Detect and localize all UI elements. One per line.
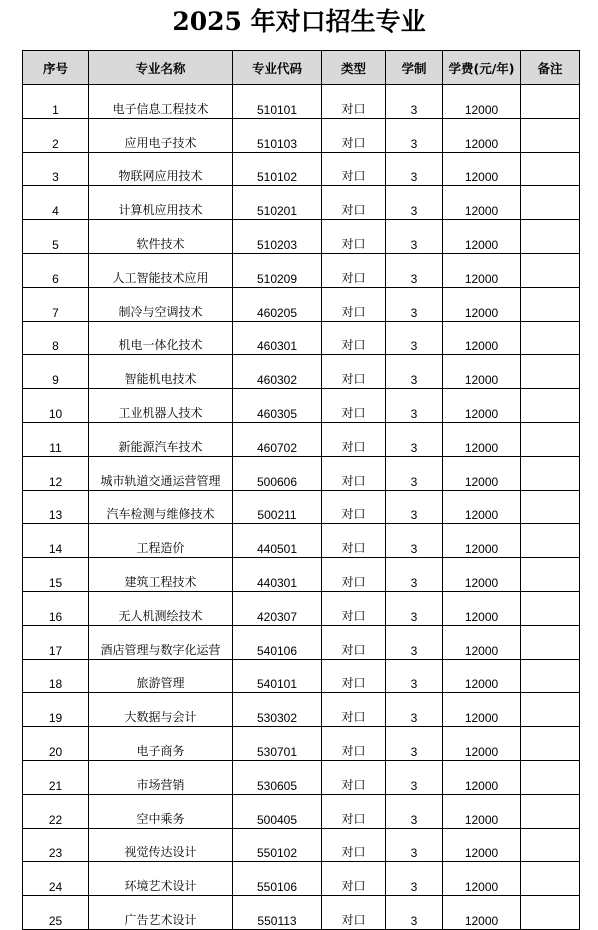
cell-major-name: 工程造价 <box>89 524 233 558</box>
table-row <box>23 760 580 794</box>
cell-remarks <box>521 118 580 152</box>
cell-duration: 3 <box>386 524 443 558</box>
cell-serial: 3 <box>23 152 89 186</box>
cell-major-code: 530302 <box>233 693 322 727</box>
cell-major-code: 440501 <box>233 524 322 558</box>
page-title: 2025 年对口招生专业 <box>172 7 426 36</box>
cell-type: 对口 <box>322 389 386 423</box>
cell-duration: 3 <box>386 896 443 930</box>
table-row <box>23 659 580 693</box>
cell-major-code: 510201 <box>233 186 322 220</box>
cell-duration: 3 <box>386 456 443 490</box>
table-row <box>23 220 580 254</box>
cell-major-code: 500211 <box>233 490 322 524</box>
table-row <box>23 389 580 423</box>
table-row <box>23 186 580 220</box>
cell-major-code: 510209 <box>233 253 322 287</box>
cell-major-code: 460302 <box>233 355 322 389</box>
cell-tuition: 12000 <box>443 422 521 456</box>
cell-remarks <box>521 490 580 524</box>
cell-major-name: 计算机应用技术 <box>89 186 233 220</box>
cell-duration: 3 <box>386 760 443 794</box>
table-row <box>23 253 580 287</box>
cell-serial: 14 <box>23 524 89 558</box>
cell-tuition: 12000 <box>443 896 521 930</box>
cell-type: 对口 <box>322 659 386 693</box>
cell-remarks <box>521 186 580 220</box>
cell-serial: 11 <box>23 422 89 456</box>
cell-major-code: 510102 <box>233 152 322 186</box>
cell-remarks <box>521 422 580 456</box>
cell-serial: 6 <box>23 253 89 287</box>
cell-major-name: 旅游管理 <box>89 659 233 693</box>
cell-remarks <box>521 253 580 287</box>
cell-duration: 3 <box>386 422 443 456</box>
cell-type: 对口 <box>322 287 386 321</box>
cell-tuition: 12000 <box>443 85 521 119</box>
cell-type: 对口 <box>322 253 386 287</box>
header-major-code: 专业代码 <box>233 51 322 85</box>
cell-major-name: 城市轨道交通运营管理 <box>89 456 233 490</box>
cell-tuition: 12000 <box>443 760 521 794</box>
cell-remarks <box>521 389 580 423</box>
cell-serial: 1 <box>23 85 89 119</box>
cell-major-name: 人工智能技术应用 <box>89 253 233 287</box>
cell-major-name: 应用电子技术 <box>89 118 233 152</box>
cell-tuition: 12000 <box>443 727 521 761</box>
cell-tuition: 12000 <box>443 558 521 592</box>
cell-tuition: 12000 <box>443 456 521 490</box>
cell-serial: 18 <box>23 659 89 693</box>
cell-duration: 3 <box>386 558 443 592</box>
cell-type: 对口 <box>322 693 386 727</box>
cell-major-name: 视觉传达设计 <box>89 828 233 862</box>
cell-type: 对口 <box>322 118 386 152</box>
cell-tuition: 12000 <box>443 524 521 558</box>
cell-major-code: 550106 <box>233 862 322 896</box>
cell-tuition: 12000 <box>443 220 521 254</box>
cell-remarks <box>521 591 580 625</box>
cell-remarks <box>521 220 580 254</box>
cell-remarks <box>521 727 580 761</box>
cell-major-name: 无人机测绘技术 <box>89 591 233 625</box>
cell-remarks <box>521 321 580 355</box>
cell-duration: 3 <box>386 118 443 152</box>
table-row <box>23 355 580 389</box>
cell-duration: 3 <box>386 321 443 355</box>
cell-remarks <box>521 794 580 828</box>
cell-remarks <box>521 524 580 558</box>
cell-remarks <box>521 625 580 659</box>
header-duration: 学制 <box>386 51 443 85</box>
cell-duration: 3 <box>386 355 443 389</box>
cell-major-name: 机电一体化技术 <box>89 321 233 355</box>
cell-duration: 3 <box>386 625 443 659</box>
cell-major-code: 550102 <box>233 828 322 862</box>
cell-duration: 3 <box>386 389 443 423</box>
cell-major-name: 环境艺术设计 <box>89 862 233 896</box>
cell-type: 对口 <box>322 727 386 761</box>
cell-serial: 20 <box>23 727 89 761</box>
header-remarks: 备注 <box>521 51 580 85</box>
cell-tuition: 12000 <box>443 659 521 693</box>
cell-type: 对口 <box>322 524 386 558</box>
table-row <box>23 287 580 321</box>
cell-type: 对口 <box>322 456 386 490</box>
cell-type: 对口 <box>322 794 386 828</box>
cell-type: 对口 <box>322 862 386 896</box>
cell-remarks <box>521 456 580 490</box>
cell-major-name: 大数据与会计 <box>89 693 233 727</box>
cell-remarks <box>521 152 580 186</box>
table-row <box>23 862 580 896</box>
cell-major-code: 540106 <box>233 625 322 659</box>
cell-remarks <box>521 558 580 592</box>
cell-tuition: 12000 <box>443 389 521 423</box>
cell-type: 对口 <box>322 896 386 930</box>
cell-serial: 23 <box>23 828 89 862</box>
cell-type: 对口 <box>322 220 386 254</box>
cell-tuition: 12000 <box>443 794 521 828</box>
cell-tuition: 12000 <box>443 591 521 625</box>
cell-major-code: 440301 <box>233 558 322 592</box>
cell-remarks <box>521 85 580 119</box>
header-major-name: 专业名称 <box>89 51 233 85</box>
cell-serial: 2 <box>23 118 89 152</box>
cell-major-name: 建筑工程技术 <box>89 558 233 592</box>
cell-serial: 22 <box>23 794 89 828</box>
cell-type: 对口 <box>322 355 386 389</box>
table-row <box>23 591 580 625</box>
cell-type: 对口 <box>322 625 386 659</box>
cell-tuition: 12000 <box>443 828 521 862</box>
cell-duration: 3 <box>386 152 443 186</box>
cell-type: 对口 <box>322 422 386 456</box>
table-row <box>23 118 580 152</box>
table-row <box>23 896 580 930</box>
cell-type: 对口 <box>322 152 386 186</box>
cell-duration: 3 <box>386 287 443 321</box>
cell-remarks <box>521 896 580 930</box>
cell-duration: 3 <box>386 659 443 693</box>
table-row <box>23 524 580 558</box>
cell-serial: 25 <box>23 896 89 930</box>
cell-major-name: 智能机电技术 <box>89 355 233 389</box>
cell-serial: 13 <box>23 490 89 524</box>
cell-type: 对口 <box>322 85 386 119</box>
table-row <box>23 422 580 456</box>
table-row <box>23 828 580 862</box>
cell-major-name: 汽车检测与维修技术 <box>89 490 233 524</box>
header-tuition: 学费(元/年) <box>443 51 521 85</box>
cell-tuition: 12000 <box>443 287 521 321</box>
cell-remarks <box>521 287 580 321</box>
cell-remarks <box>521 355 580 389</box>
cell-tuition: 12000 <box>443 253 521 287</box>
cell-type: 对口 <box>322 558 386 592</box>
cell-tuition: 12000 <box>443 490 521 524</box>
cell-duration: 3 <box>386 862 443 896</box>
cell-major-code: 540101 <box>233 659 322 693</box>
cell-serial: 24 <box>23 862 89 896</box>
cell-tuition: 12000 <box>443 862 521 896</box>
cell-duration: 3 <box>386 727 443 761</box>
cell-tuition: 12000 <box>443 118 521 152</box>
cell-major-name: 工业机器人技术 <box>89 389 233 423</box>
cell-remarks <box>521 828 580 862</box>
cell-duration: 3 <box>386 220 443 254</box>
cell-major-name: 物联网应用技术 <box>89 152 233 186</box>
enrollment-table <box>22 50 580 930</box>
table-row <box>23 152 580 186</box>
cell-major-name: 广告艺术设计 <box>89 896 233 930</box>
cell-type: 对口 <box>322 321 386 355</box>
cell-major-code: 530605 <box>233 760 322 794</box>
cell-serial: 16 <box>23 591 89 625</box>
cell-type: 对口 <box>322 591 386 625</box>
cell-type: 对口 <box>322 186 386 220</box>
cell-remarks <box>521 862 580 896</box>
cell-tuition: 12000 <box>443 186 521 220</box>
cell-major-name: 市场营销 <box>89 760 233 794</box>
cell-tuition: 12000 <box>443 355 521 389</box>
cell-major-name: 电子商务 <box>89 727 233 761</box>
cell-tuition: 12000 <box>443 321 521 355</box>
table-header-row <box>23 51 580 85</box>
header-type: 类型 <box>322 51 386 85</box>
cell-tuition: 12000 <box>443 625 521 659</box>
table-row <box>23 693 580 727</box>
table-row <box>23 727 580 761</box>
cell-major-code: 460301 <box>233 321 322 355</box>
cell-serial: 4 <box>23 186 89 220</box>
cell-tuition: 12000 <box>443 693 521 727</box>
cell-major-code: 530701 <box>233 727 322 761</box>
cell-duration: 3 <box>386 794 443 828</box>
table-row <box>23 85 580 119</box>
cell-major-code: 460702 <box>233 422 322 456</box>
cell-major-code: 510203 <box>233 220 322 254</box>
cell-major-code: 550113 <box>233 896 322 930</box>
table-row <box>23 456 580 490</box>
cell-serial: 8 <box>23 321 89 355</box>
cell-remarks <box>521 659 580 693</box>
cell-duration: 3 <box>386 85 443 119</box>
table-row <box>23 794 580 828</box>
cell-duration: 3 <box>386 186 443 220</box>
header-serial: 序号 <box>23 51 89 85</box>
cell-serial: 9 <box>23 355 89 389</box>
cell-major-name: 软件技术 <box>89 220 233 254</box>
table-row <box>23 321 580 355</box>
cell-duration: 3 <box>386 490 443 524</box>
cell-serial: 5 <box>23 220 89 254</box>
cell-major-name: 酒店管理与数字化运营 <box>89 625 233 659</box>
cell-major-code: 510103 <box>233 118 322 152</box>
cell-type: 对口 <box>322 828 386 862</box>
table-row <box>23 558 580 592</box>
cell-major-name: 制冷与空调技术 <box>89 287 233 321</box>
cell-type: 对口 <box>322 760 386 794</box>
cell-duration: 3 <box>386 828 443 862</box>
cell-major-code: 500405 <box>233 794 322 828</box>
cell-remarks <box>521 693 580 727</box>
table-row <box>23 490 580 524</box>
cell-major-code: 460305 <box>233 389 322 423</box>
cell-serial: 7 <box>23 287 89 321</box>
cell-serial: 15 <box>23 558 89 592</box>
cell-serial: 17 <box>23 625 89 659</box>
cell-major-code: 460205 <box>233 287 322 321</box>
cell-serial: 10 <box>23 389 89 423</box>
table-body <box>23 85 580 930</box>
cell-duration: 3 <box>386 693 443 727</box>
cell-tuition: 12000 <box>443 152 521 186</box>
cell-duration: 3 <box>386 253 443 287</box>
cell-major-name: 空中乘务 <box>89 794 233 828</box>
cell-type: 对口 <box>322 490 386 524</box>
cell-remarks <box>521 760 580 794</box>
cell-major-name: 电子信息工程技术 <box>89 85 233 119</box>
cell-major-code: 420307 <box>233 591 322 625</box>
cell-major-code: 510101 <box>233 85 322 119</box>
table-row <box>23 625 580 659</box>
cell-serial: 12 <box>23 456 89 490</box>
cell-serial: 21 <box>23 760 89 794</box>
cell-serial: 19 <box>23 693 89 727</box>
cell-major-name: 新能源汽车技术 <box>89 422 233 456</box>
cell-duration: 3 <box>386 591 443 625</box>
cell-major-code: 500606 <box>233 456 322 490</box>
